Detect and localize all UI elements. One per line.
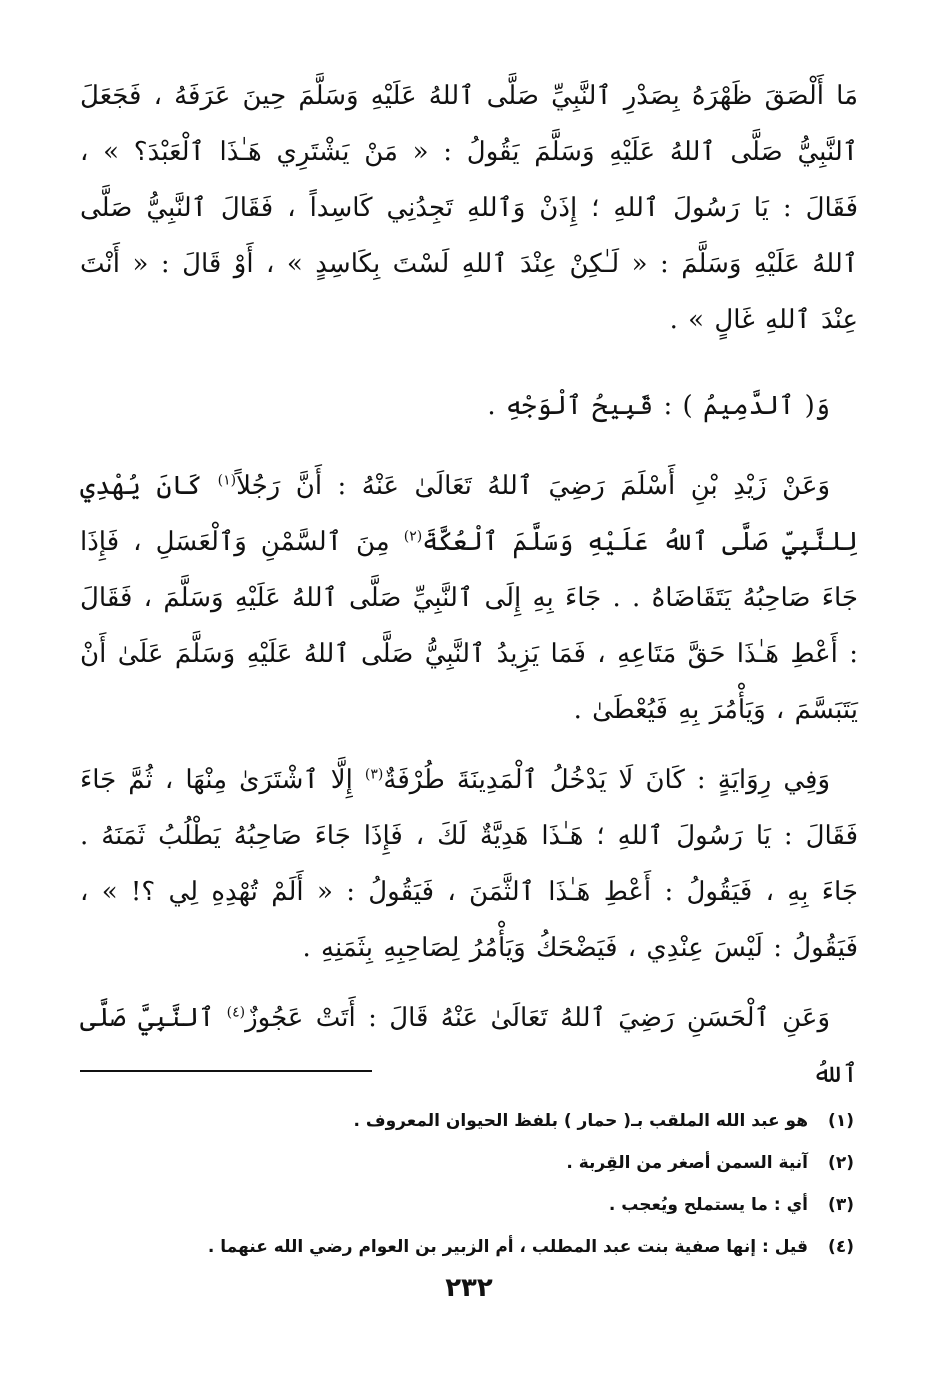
paragraph-5 [80, 990, 858, 1102]
paragraph-4-text-a: وَفِي رِوَايَةٍ : كَانَ لَا يَدْخُلُ ٱلْمَدِينَةَ طُرْفَةٌ [383, 765, 830, 795]
footnote-text: أي : ما يستملح ويُعجب . [608, 1195, 808, 1215]
page-content [80, 60, 858, 1340]
page-number: ٢٣٢ [445, 1273, 493, 1303]
paragraph-4-text-b: إِلَّا ٱشْتَرَىٰ مِنْهَا ، ثُمَّ جَاءَ فَقَالَ : يَا رَسُولَ ٱللهِ ؛ هَـٰذَا هَدِيَّةٌ لَكَ ، فَإِذَا جَاءَ صَاحِبُهُ يَطْلُبُ ثَمَنَهُ . جَاءَ بِهِ ، فَيَقُولُ : أَعْطِ هَـٰذَا ٱلثَّمَنَ ، فَيَقُولُ : « أَلَمْ تُهْدِهِ لِي ؟! » ، فَيَقُولُ : لَيْسَ عِنْدِي ، فَيَضْحَكُ وَيَأْمُرُ لِصَاحِبِهِ بِثَمَنِهِ . [80, 765, 858, 963]
footnote-text: قيل : إنها صفية بنت عبد المطلب ، أم الزبير بن العوام رضي الله عنهما . [207, 1237, 808, 1257]
paragraph-3-text-a: وَعَنْ زَيْدِ بْنِ أَسْلَمَ رَضِيَ ٱللهُ تَعَالَىٰ عَنْهُ : أَنَّ رَجُلاً [236, 471, 831, 501]
footnote-number: (٢) [828, 1153, 854, 1173]
footnote-text: هو عبد الله الملقب بـ( حمار ) بلفظ الحيوان المعروف . [353, 1111, 808, 1131]
footnote-4 [80, 1226, 858, 1268]
paragraph-4 [80, 752, 858, 976]
paragraph-3 [80, 458, 858, 738]
footnote-ref-2: (٢) [403, 528, 423, 545]
paragraph-3-text-c: مِنَ ٱلسَّمْنِ وَٱلْعَسَلِ ، فَإِذَا جَاءَ صَاحِبُهُ يَتَقَاضَاهُ . . جَاءَ بِهِ إِلَى ٱلنَّبِيِّ صَلَّى ٱللهُ عَلَيْهِ وَسَلَّمَ ، فَقَالَ : أَعْطِ هَـٰذَا حَقَّ مَتَاعِهِ ، فَمَا يَزِيدُ ٱلنَّبِيُّ صَلَّى ٱللهُ عَلَيْهِ وَسَلَّمَ عَلَىٰ أَنْ يَتَبَسَّمَ ، وَيَأْمُرَ بِهِ فَيُعْطَىٰ . [80, 527, 858, 725]
footnote-2 [80, 1142, 858, 1184]
footnote-number: (١) [828, 1111, 854, 1131]
paragraph-2-definition: وَ( ٱلدَّمِيمُ ) : قَبِيحُ ٱلْوَجْهِ . [487, 391, 830, 421]
footnote-ref-4: (٤) [226, 1004, 246, 1021]
paragraph-5-text-b: ٱلنَّبِيَّ صَلَّى ٱللهُ [80, 1003, 858, 1089]
footnote-1 [80, 1100, 858, 1142]
paragraph-3-text-b: كَانَ يُهْدِي لِلنَّبِيِّ صَلَّى ٱللهُ عَلَيْهِ وَسَلَّمَ ٱلْعُكَّةَ [80, 471, 859, 557]
footnote-3 [80, 1184, 858, 1226]
paragraph-1: مَا أَلْصَقَ ظَهْرَهُ بِصَدْرِ ٱلنَّبِيِّ صَلَّى ٱللهُ عَلَيْهِ وَسَلَّمَ حِينَ عَرَفَهُ ، فَجَعَلَ ٱلنَّبِيُّ صَلَّى ٱللهُ عَلَيْهِ وَسَلَّمَ يَقُولُ : « مَنْ يَشْتَرِي هَـٰذَا ٱلْعَبْدَ؟ » ، فَقَالَ : يَا رَسُولَ ٱللهِ ؛ إِذَنْ وَٱللهِ تَجِدُنِي كَاسِداً ، فَقَالَ ٱلنَّبِيُّ صَلَّى ٱللهُ عَلَيْهِ وَسَلَّمَ : « لَـٰكِنْ عِنْدَ ٱللهِ لَسْتَ بِكَاسِدٍ » ، أَوْ قَالَ : « أَنْتَ عِنْدَ ٱللهِ غَالٍ » . [80, 81, 858, 335]
footnote-number: (٤) [828, 1237, 854, 1257]
footnote-divider [80, 1070, 372, 1072]
footnote-text: آنية السمن أصغر من القِربة . [566, 1153, 808, 1173]
paragraph-5-text-a: وَعَنِ ٱلْحَسَنِ رَضِيَ ٱللهُ تَعَالَىٰ عَنْهُ قَالَ : أَتَتْ عَجُوزٌ [245, 1003, 831, 1033]
footnote-number: (٣) [828, 1195, 854, 1215]
footnote-ref-3: (٣) [364, 766, 384, 783]
footnote-ref-1: (١) [217, 472, 237, 489]
footnotes [80, 1100, 858, 1268]
